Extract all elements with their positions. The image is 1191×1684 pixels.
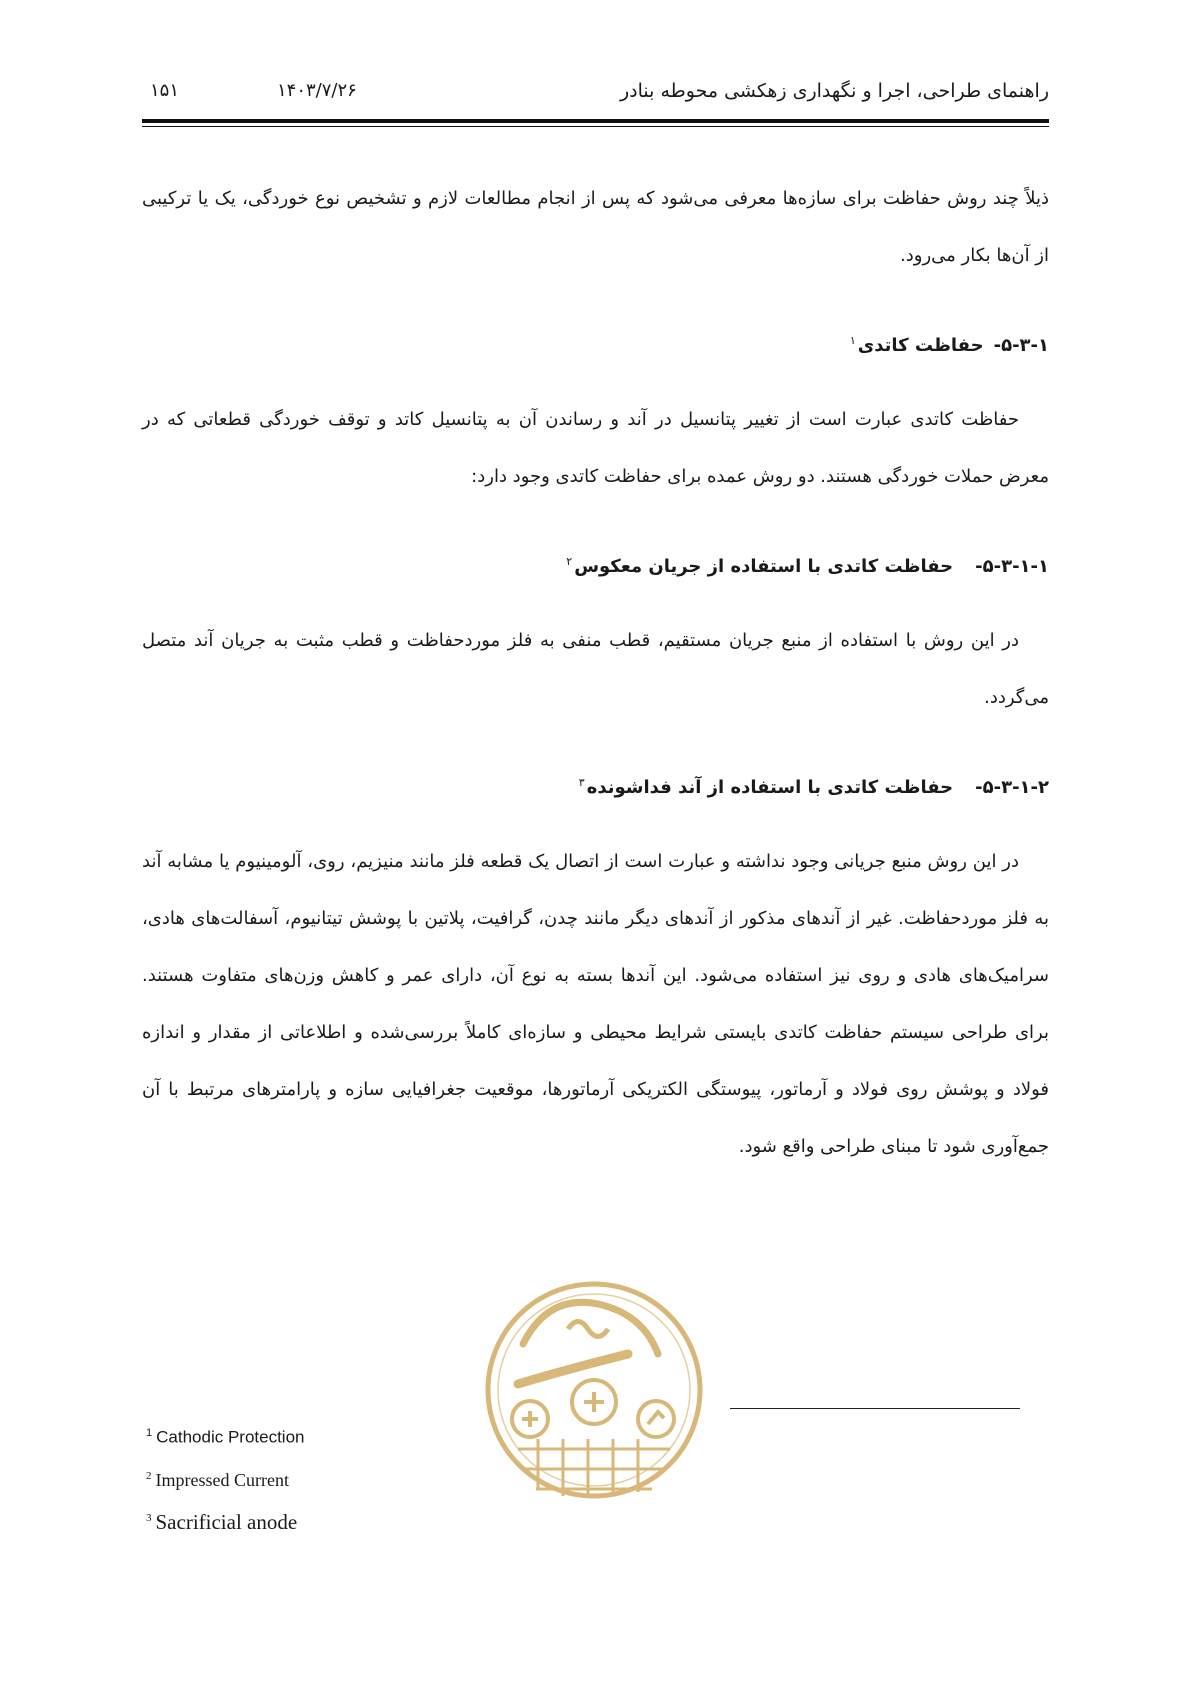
section-title-2: حفاظت کاتدی با استفاده از جریان معکوس [574,556,954,577]
footnote-separator [730,1408,1020,1409]
footnote-ref-2: ۲ [566,555,573,568]
section-number-2: ۵-۳-۱-۱- [975,556,1049,577]
footnote-1 [146,1414,305,1457]
footnote-text-1: Cathodic Protection [156,1427,305,1447]
page-header [142,78,1049,112]
header-title: راهنمای طراحی، اجرا و نگهداری زهکشی محوطه بنادر [619,80,1049,102]
footnote-ref-1: ۱ [849,334,856,347]
footnote-marker-3: 3 [146,1511,152,1524]
main-content [142,170,1049,1175]
header-rule-thick [142,119,1049,123]
section-heading-1 [142,326,1049,361]
page-number: ۱۵۱ [150,80,180,101]
footnote-3 [146,1499,305,1541]
section-body-2: در این روش با استفاده از منبع جریان مستقیم، قطب منفی به فلز موردحفاظت و قطب مثبت به جریان آند متصل می‌گردد. [142,630,1049,708]
header-rule-thin [142,126,1049,127]
footnote-marker-1: 1 [146,1427,153,1439]
section-heading-3 [142,768,1049,803]
section-heading-2 [142,547,1049,582]
section-number-1: ۵-۳-۱- [993,335,1049,356]
section-title-1: حفاظت کاتدی [857,335,984,356]
section-body-3: در این روش منبع جریانی وجود نداشته و عبارت است از اتصال یک قطعه فلز مانند منیزیم، روی، آلومینیوم یا مشابه آند به فلز موردحفاظت. غیر از آندهای مذکور از آندهای دیگر مانند چدن، گرافیت، پلاتین با پوشش تیتانیوم، آسفالت‌های هادی، سرامیک‌های هادی و روی نیز استفاده می‌شود. این آندها بسته به نوع آن، دارای عمر و کاهش وزن‌های متفاوت هستند. برای طراحی سیستم حفاظت کاتدی بایستی شرایط محیطی و سازه‌ای کاملاً بررسی‌شده و اطلاعاتی از مقدار و اندازه فولاد و پوشش روی فولاد و آرماتور، پیوستگی الکتریکی آرماتورها، موقعیت جغرافیایی سازه و پارامترهای مرتبط با آن جمع‌آوری شود تا مبنای طراحی واقع شود. [142,851,1049,1157]
footnotes [146,1414,305,1541]
section-title-3: حفاظت کاتدی با استفاده از آند فداشونده [586,777,954,798]
footnote-marker-2: 2 [146,1469,152,1482]
footnote-ref-3: ۳ [578,776,585,789]
section-body-1: حفاظت کاتدی عبارت است از تغییر پتانسیل در آند و رساندن آن به پتانسیل کاتد و توقف خوردگی قطعاتی که در معرض حملات خوردگی هستند. دو روش عمده برای حفاظت کاتدی وجود دارد: [142,409,1049,487]
intro-paragraph: ذیلاً چند روش حفاظت برای سازه‌ها معرفی می‌شود که پس از انجام مطالعات لازم و تشخیص نوع خوردگی، یک یا ترکیبی از آن‌ها بکار می‌رود. [142,188,1049,266]
footnote-2 [146,1457,305,1499]
footnote-text-2: Impressed Current [155,1469,289,1490]
header-date: ۱۴۰۳/۷/۲۶ [277,80,357,101]
footnote-text-3: Sacrificial anode [155,1509,298,1534]
section-number-3: ۵-۳-۱-۲- [975,777,1049,798]
omoor-peyman-seal-logo [478,1274,710,1564]
